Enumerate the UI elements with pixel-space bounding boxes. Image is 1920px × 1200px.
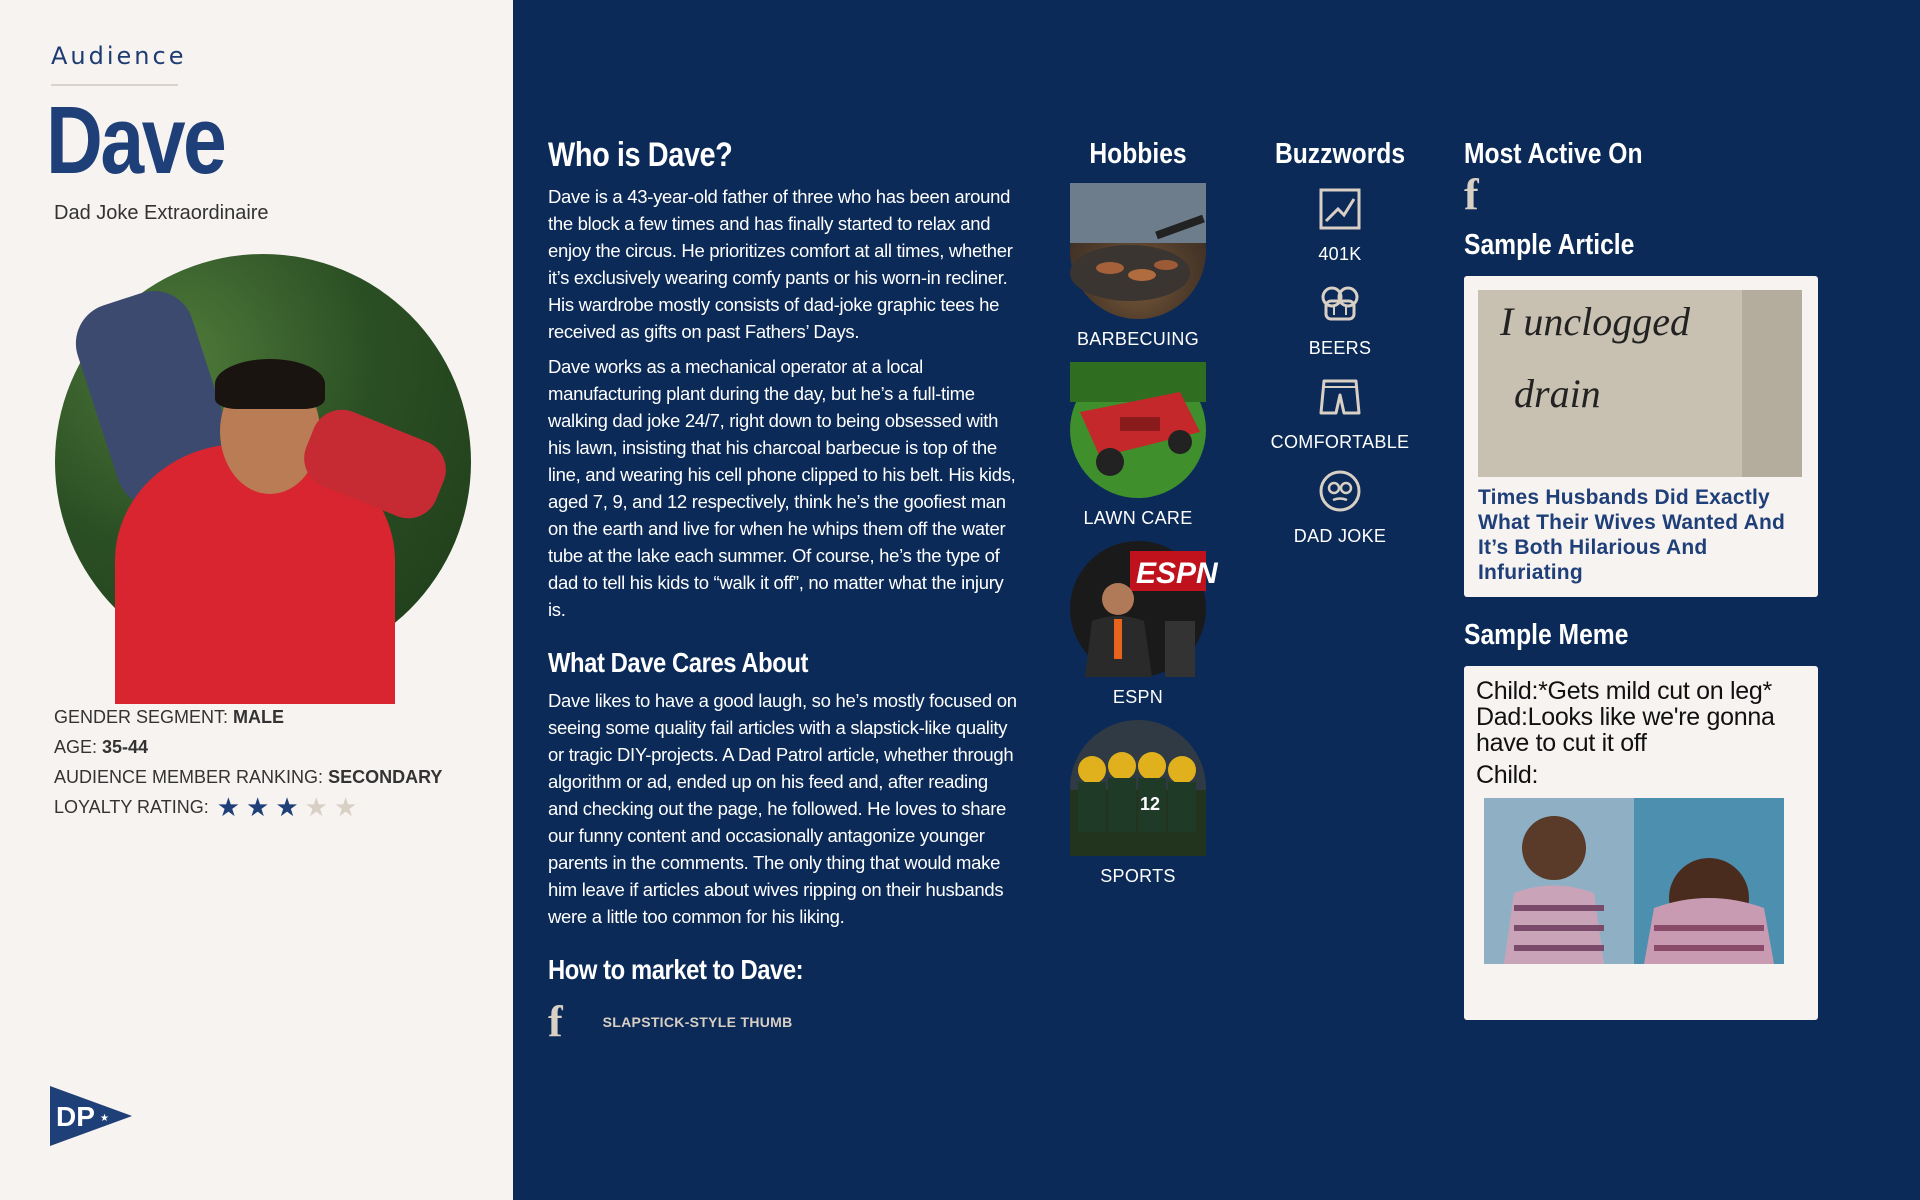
persona-stats xyxy=(54,702,442,822)
buzzword-label: BEERS xyxy=(1308,338,1372,358)
buzzwords-heading: Buzzwords xyxy=(1274,138,1406,170)
star-filled-icon: ★ xyxy=(246,792,270,822)
cares-heading: What Dave Cares About xyxy=(548,647,808,678)
who-paragraph-2: Dave works as a mechanical operator at a local manufacturing plant during the day, but he’s a full-time walking dad joke 24/7, right down to being obsessed with his lawn, insisting that his charcoal barbecue is top of the line, and wearing his cell phone clipped to his belt. His kids, aged 7, 9, and 12 respectively, think he’s the goofiest man on the earth and live for when he whips them off the water tube at the lake each summer. Of course, he’s the type of dad to tell his kids to “walk it off”, no matter what the injury is. xyxy=(548,356,1016,620)
lawn-mower-photo xyxy=(1070,362,1206,498)
beers-icon xyxy=(1318,281,1362,325)
hobbies-column xyxy=(1052,138,1224,887)
hobby-label: ESPN xyxy=(1112,687,1164,707)
barbecue-photo xyxy=(1070,183,1206,319)
persona-description xyxy=(548,136,1018,1047)
market-label: SLAPSTICK-STYLE THUMB xyxy=(602,1013,793,1030)
buzzword-label: COMFORTABLE xyxy=(1270,432,1410,452)
star-filled-icon: ★ xyxy=(216,792,241,822)
loyalty-stat: LOYALTY RATING: ★ ★ ★ ★ ★ xyxy=(54,792,442,822)
star-empty-icon: ★ xyxy=(333,792,358,822)
meme-line-3: Child: xyxy=(1476,761,1539,789)
buzzword-label: DAD JOKE xyxy=(1293,526,1387,546)
age-stat: AGE: 35-44 xyxy=(54,737,149,757)
svg-text:12: 12 xyxy=(1140,794,1161,814)
buzzwords-column xyxy=(1260,138,1420,547)
espn-photo xyxy=(1070,541,1218,677)
hobby-label: SPORTS xyxy=(1100,866,1176,886)
persona-subtitle: Dad Joke Extraordinaire xyxy=(54,202,269,224)
buzzword-item xyxy=(1260,375,1420,453)
buzzword-item xyxy=(1260,187,1420,265)
star-filled-icon: ★ xyxy=(275,792,299,822)
market-row xyxy=(548,996,1018,1047)
article-heading: Sample Article xyxy=(1464,229,1635,261)
article-headline[interactable]: Times Husbands Did Exactly What Their Wives Wanted And It’s Both Hilarious And Infuriating xyxy=(1478,486,1785,584)
gender-stat: GENDER SEGMENT: MALE xyxy=(54,707,285,727)
hobby-item xyxy=(1052,541,1224,708)
persona-name: Dave xyxy=(46,87,225,194)
hobby-label: LAWN CARE xyxy=(1083,508,1193,528)
buzzword-item xyxy=(1260,281,1420,359)
ranking-stat: AUDIENCE MEMBER RANKING: SECONDARY xyxy=(54,767,443,787)
dad-patrol-logo xyxy=(48,1086,132,1146)
buzzword-label: 401K xyxy=(1318,244,1362,264)
meme-line-2: Dad:Looks like we're gonna have to cut it off xyxy=(1476,703,1775,757)
hobbies-heading: Hobbies xyxy=(1089,138,1187,170)
hobby-label: BARBECUING xyxy=(1076,329,1200,349)
who-heading: Who is Dave? xyxy=(548,136,733,174)
who-paragraph-1: Dave is a 43-year-old father of three who has been around the block a few times and has finally started to relax and enjoy the circus. He prioritizes comfort at all times, whether it’s exclusively wearing comfy pants or his worn-in recliner. His wardrobe mostly consists of dad-joke graphic tees he received as gifts on past Fathers’ Days. xyxy=(548,186,1013,342)
chart-icon xyxy=(1318,187,1362,231)
svg-text:DP: DP xyxy=(56,1101,95,1132)
buzzword-item xyxy=(1260,469,1420,547)
star-empty-icon: ★ xyxy=(304,792,328,822)
market-heading: How to market to Dave: xyxy=(548,954,804,985)
hobby-item xyxy=(1052,720,1224,887)
svg-text:★: ★ xyxy=(100,1113,109,1124)
meme-heading: Sample Meme xyxy=(1464,619,1629,651)
section-label: Audience xyxy=(51,42,187,70)
right-column xyxy=(1464,138,1824,1020)
football-team-photo xyxy=(1070,720,1206,856)
persona-sidebar xyxy=(0,0,513,1200)
shorts-icon xyxy=(1318,375,1362,419)
active-heading: Most Active On xyxy=(1464,138,1643,170)
meme-line-1: Child:*Gets mild cut on leg* xyxy=(1476,677,1772,705)
cares-paragraph: Dave likes to have a good laugh, so he’s mostly focused on seeing some quality fail articles with a slapstick-like quality or tragic DIY-projects. A Dad Patrol article, whether through algorithm or ad, ended up on his feed and, after reading and checking out the page, he followed. He loves to share our funny content and occasionally antagonize younger parents in the comments. The only thing that would make him leave if articles about wives ripping on their husbands were a little too common for his liking. xyxy=(548,690,1017,927)
hobby-item xyxy=(1052,362,1224,529)
persona-photo xyxy=(55,254,471,670)
article-image: I unclogged drain xyxy=(1478,290,1802,477)
sample-article-card[interactable] xyxy=(1464,276,1818,597)
svg-text:ESPN: ESPN xyxy=(1136,557,1218,590)
face-icon xyxy=(1318,469,1362,513)
hobby-item xyxy=(1052,183,1224,350)
facebook-icon: f xyxy=(1464,170,1479,219)
facebook-icon: f xyxy=(548,997,563,1046)
loyalty-stars xyxy=(217,794,364,820)
sample-meme-card[interactable] xyxy=(1464,666,1818,1020)
meme-image xyxy=(1484,798,1784,964)
